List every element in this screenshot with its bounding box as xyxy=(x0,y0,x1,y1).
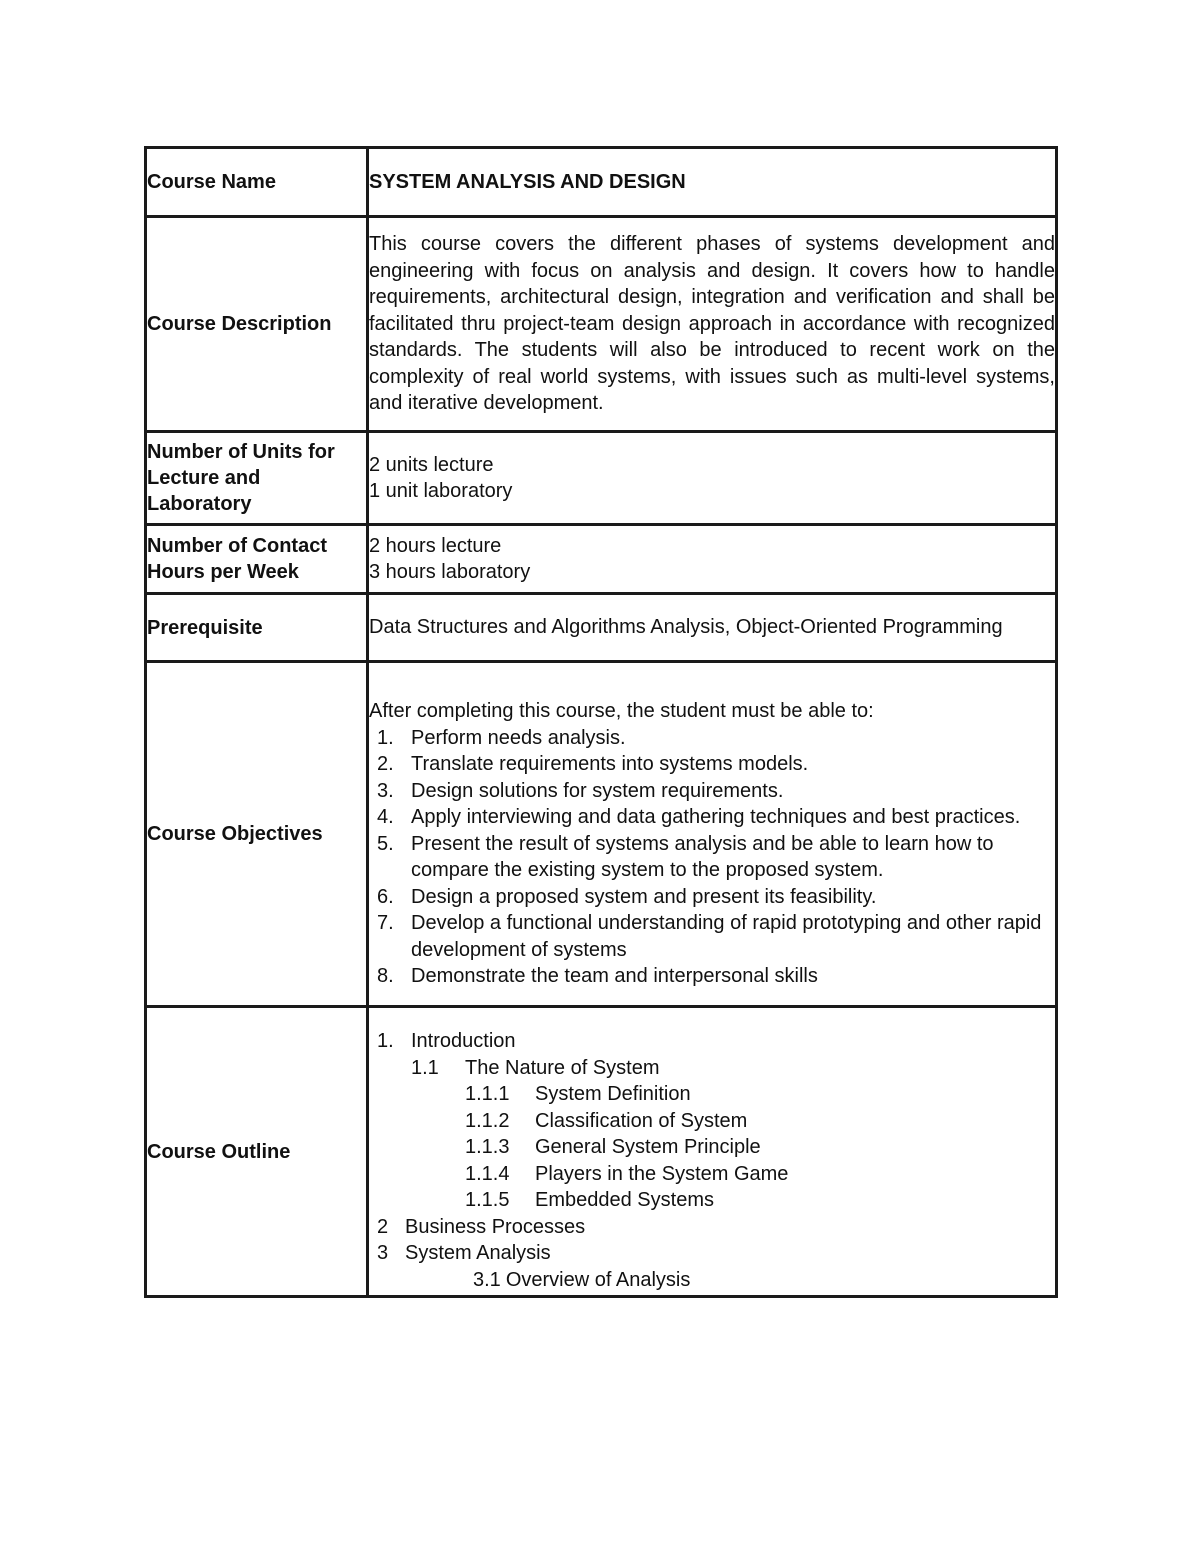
outline-row xyxy=(146,1007,1057,1297)
objectives-intro: After completing this course, the student must be able to: xyxy=(369,700,874,723)
course-name-label: Course Name xyxy=(146,148,368,217)
outline-item-text: Players in the System Game xyxy=(535,1162,789,1185)
outline-item-text: System Definition xyxy=(535,1083,691,1105)
list-item-text: Design solutions for system requirements. xyxy=(411,779,784,802)
units-label: Number of Units for Lecture and Laboratory xyxy=(146,432,368,525)
list-item-number: 4. xyxy=(377,806,394,829)
units-laboratory: 1 unit laboratory xyxy=(369,480,513,502)
outline-item-text: General System Principle xyxy=(535,1136,761,1158)
course-description-value: This course covers the different phases of systems development and engineering with focus on analysis and design. It covers how to handle requirements, architectural design, integration and verification and shall be facilitated thru project-team design approach in accordance with recognized standards. The students will also be introduced to recent work on the complexity of real world systems, with issues such as multi-level systems, and iterative development. xyxy=(368,217,1057,432)
units-value xyxy=(368,432,1057,525)
outline-item-number: 3 xyxy=(377,1242,389,1264)
outline-item xyxy=(369,1214,1055,1241)
outline-item xyxy=(369,1055,1055,1082)
course-name-row xyxy=(146,148,1057,217)
course-syllabus-table xyxy=(144,146,1058,1298)
objectives-value xyxy=(368,662,1057,1007)
hours-label: Number of Contact Hours per Week xyxy=(146,525,368,594)
outline-item-number: 1.1.1 xyxy=(465,1083,510,1105)
prerequisite-label: Prerequisite xyxy=(146,594,368,662)
outline-item-number: 1.1.4 xyxy=(465,1162,510,1185)
outline-list xyxy=(369,1028,1055,1293)
outline-item xyxy=(369,1267,1055,1294)
course-description-row xyxy=(146,217,1057,432)
outline-item-text: The Nature of System xyxy=(465,1056,660,1079)
outline-item xyxy=(369,1187,1055,1214)
hours-value xyxy=(368,525,1057,594)
list-item xyxy=(369,910,1055,963)
list-item-text: Perform needs analysis. xyxy=(411,726,626,749)
list-item-text: Design a proposed system and present its feasibility. xyxy=(411,885,877,908)
list-item xyxy=(369,751,1055,778)
outline-item xyxy=(369,1240,1055,1267)
list-item-text: Develop a functional understanding of rapid prototyping and other rapid development of systems xyxy=(411,912,1042,961)
outline-item-number: 3.1 xyxy=(473,1268,501,1291)
prerequisite-value: Data Structures and Algorithms Analysis, Object-Oriented Programming xyxy=(368,594,1057,662)
prerequisite-row xyxy=(146,594,1057,662)
list-item-number: 5. xyxy=(377,832,394,855)
hours-lecture: 2 hours lecture xyxy=(369,534,502,557)
list-item-text: Demonstrate the team and interpersonal skills xyxy=(411,965,818,988)
objectives-list xyxy=(369,725,1055,990)
list-item-number: 6. xyxy=(377,885,394,908)
units-lecture: 2 units lecture xyxy=(369,453,494,476)
list-item-number: 3. xyxy=(377,779,394,802)
outline-item xyxy=(369,1108,1055,1135)
outline-item xyxy=(369,1028,1055,1055)
units-row xyxy=(146,432,1057,525)
outline-item xyxy=(369,1134,1055,1161)
outline-item-text: Introduction xyxy=(411,1030,516,1052)
list-item-number: 1. xyxy=(377,726,394,749)
outline-item-number: 2 xyxy=(377,1215,389,1238)
outline-item-text: Classification of System xyxy=(535,1109,748,1132)
hours-laboratory: 3 hours laboratory xyxy=(369,561,531,583)
outline-item-number: 1.1.2 xyxy=(465,1109,510,1132)
outline-item-text: System Analysis xyxy=(405,1242,551,1264)
list-item xyxy=(369,963,1055,990)
outline-item-text: Overview of Analysis xyxy=(505,1268,691,1291)
outline-item-text: Business Processes xyxy=(405,1215,586,1238)
list-item xyxy=(369,725,1055,752)
outline-item-number: 1.1.5 xyxy=(465,1189,510,1211)
list-item-text: Translate requirements into systems models. xyxy=(411,753,809,776)
list-item xyxy=(369,884,1055,911)
outline-item-number: 1. xyxy=(377,1030,394,1052)
list-item-number: 8. xyxy=(377,965,394,988)
outline-item xyxy=(369,1081,1055,1108)
list-item-number: 7. xyxy=(377,912,394,935)
list-item-text: Apply interviewing and data gathering techniques and best practices. xyxy=(411,806,1021,829)
outline-item-number: 1.1.3 xyxy=(465,1136,510,1158)
list-item xyxy=(369,778,1055,805)
outline-label: Course Outline xyxy=(146,1007,368,1297)
course-name-value: SYSTEM ANALYSIS AND DESIGN xyxy=(368,148,1057,217)
outline-item xyxy=(369,1161,1055,1188)
outline-value xyxy=(368,1007,1057,1297)
course-description-label: Course Description xyxy=(146,217,368,432)
list-item-number: 2. xyxy=(377,753,394,776)
objectives-row xyxy=(146,662,1057,1007)
hours-row xyxy=(146,525,1057,594)
list-item-text: Present the result of systems analysis and be able to learn how to compare the existing system to the proposed system. xyxy=(411,832,994,882)
list-item xyxy=(369,831,1055,884)
outline-item-number: 1.1 xyxy=(411,1056,439,1079)
objectives-label: Course Objectives xyxy=(146,662,368,1007)
outline-item-text: Embedded Systems xyxy=(535,1189,714,1211)
list-item xyxy=(369,804,1055,831)
